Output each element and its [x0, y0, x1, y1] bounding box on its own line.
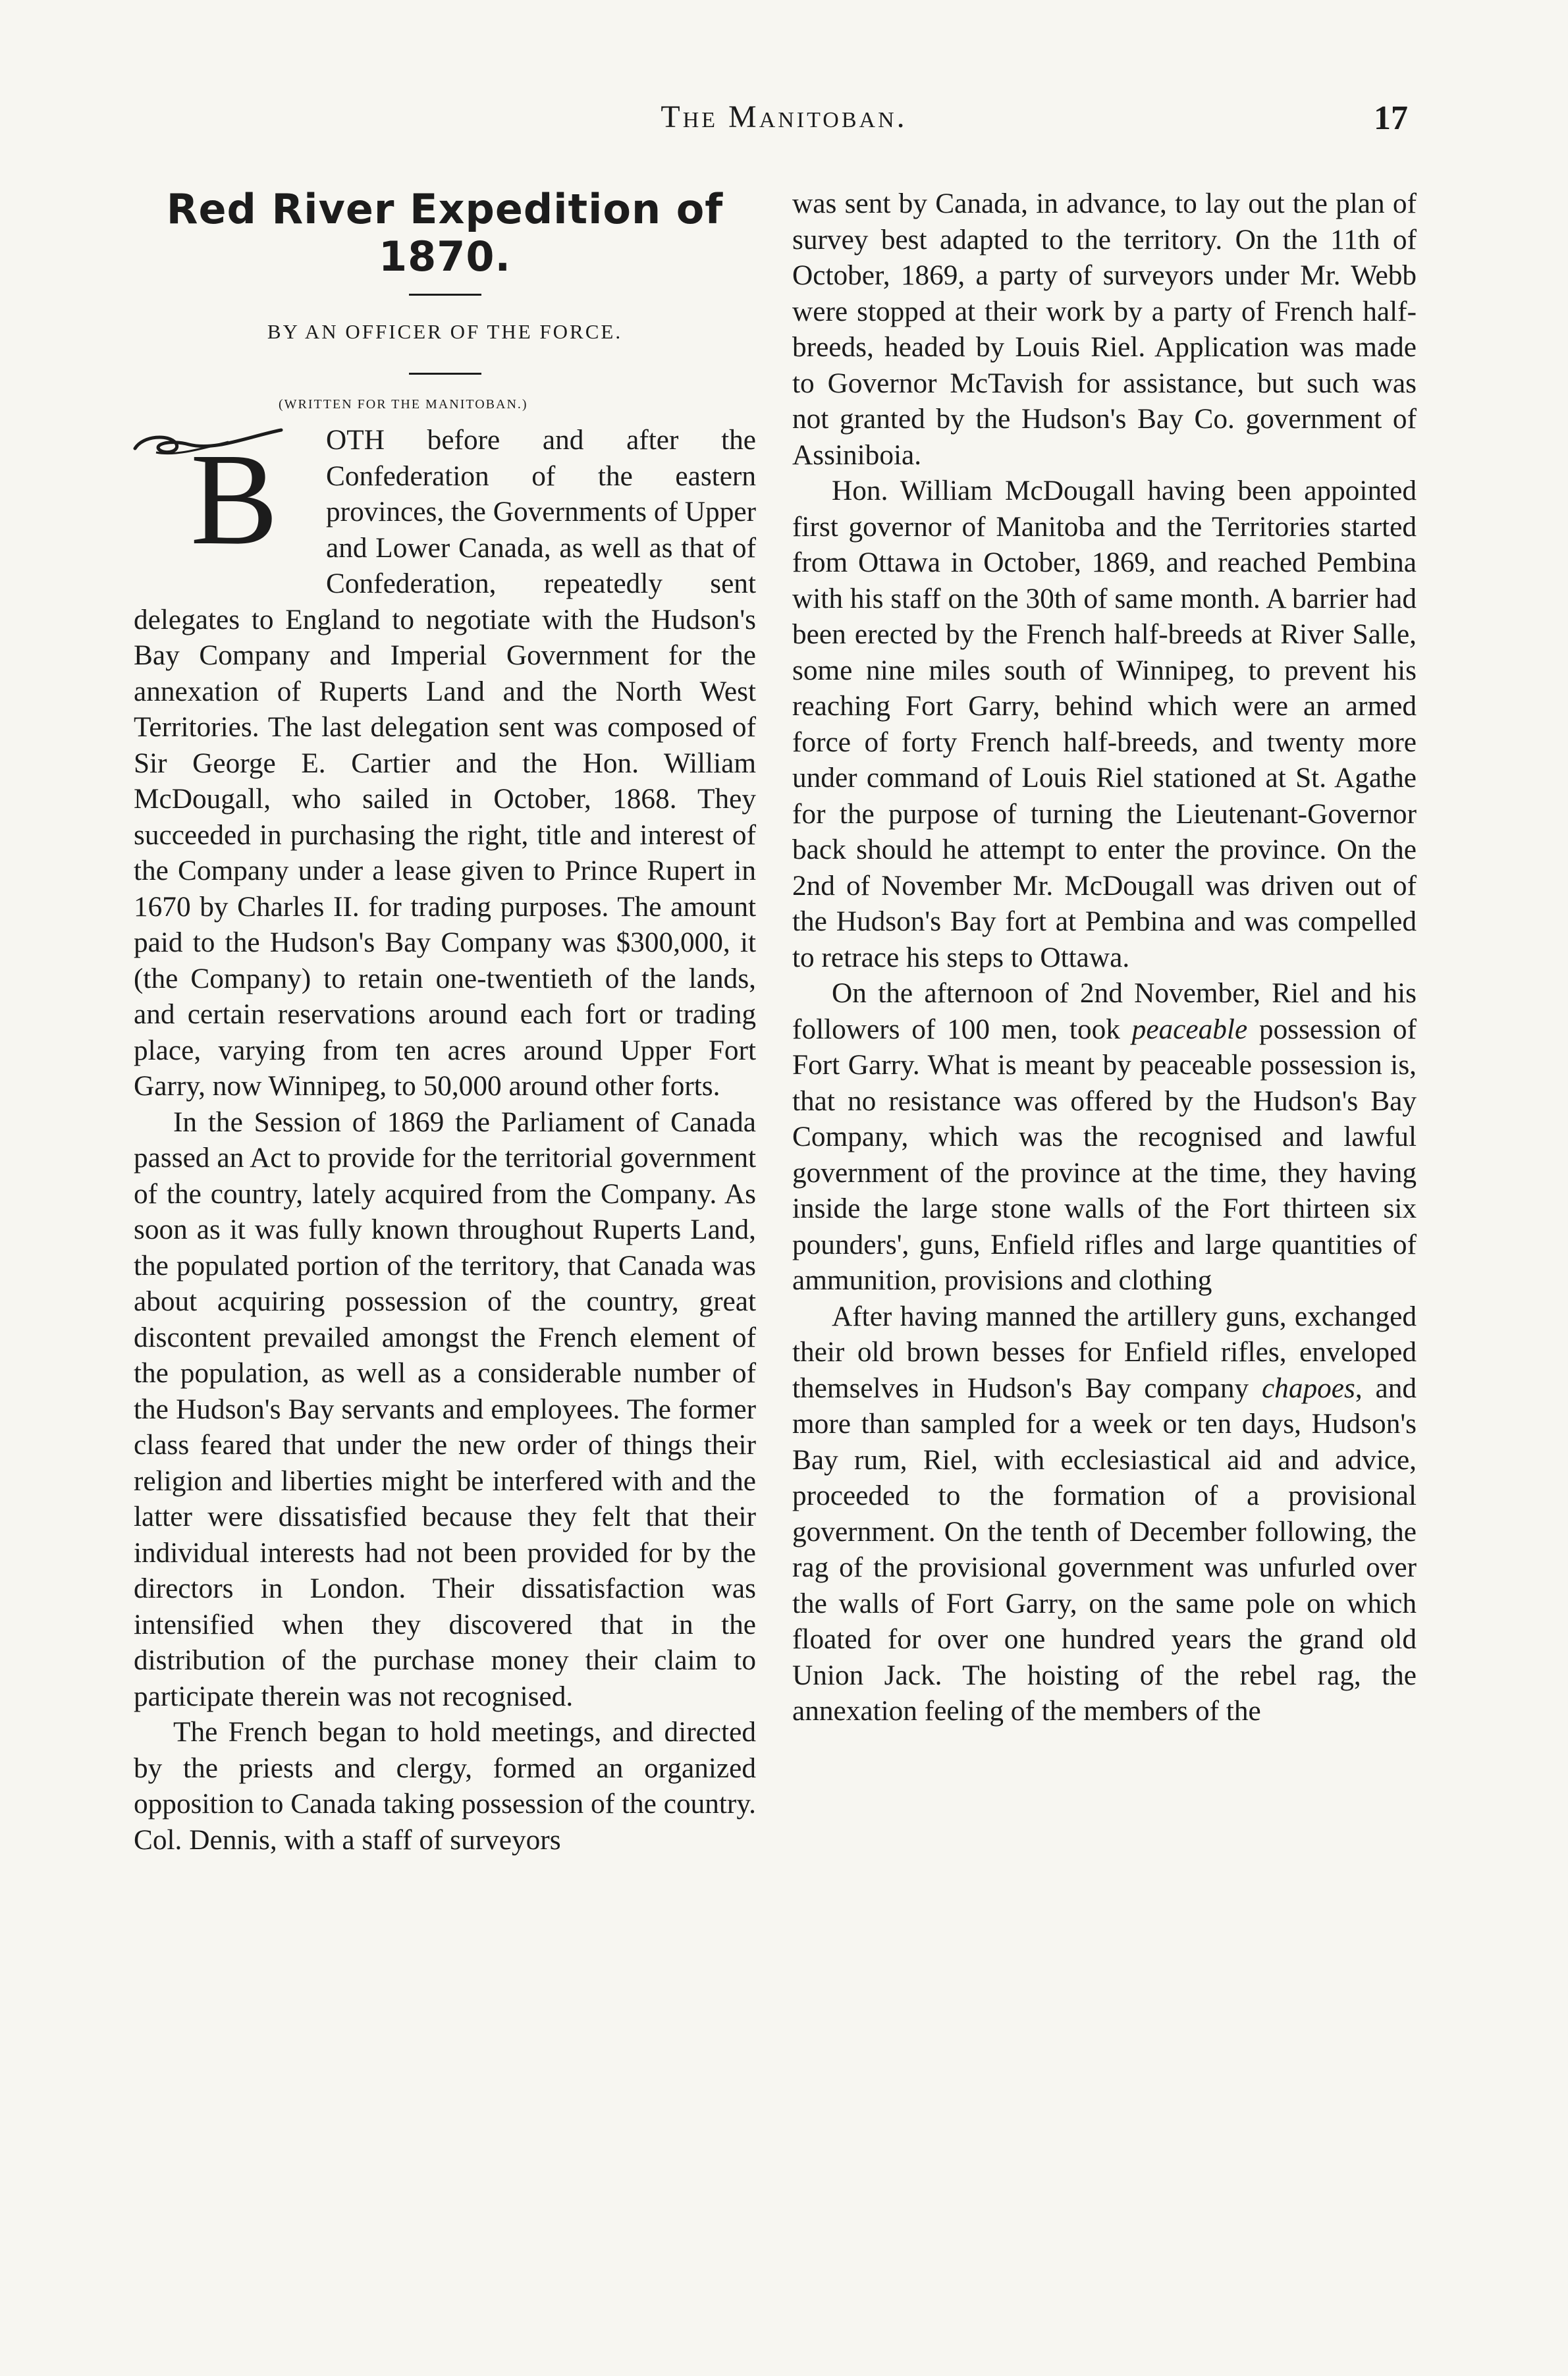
- drop-cap: [130, 422, 321, 574]
- running-head: [0, 99, 1568, 151]
- right-column: [792, 186, 1417, 1729]
- paragraph-5-part-a: On the afternoon of 2nd November, Riel and his followers of 100 men, took: [792, 977, 1417, 1045]
- paragraph-1-text: before and after the Confederation of the eastern provinces, the Governments of Upper and Lower Canada, as well as that of Confederation, repeatedly sent delegates to England to negotiate with the Hudson's Bay Company and Imperial Government for the annexation of Ruperts Land and the North West Territories. The last delegation sent was composed of Sir George E. Cartier and the Hon. William McDougall, who sailed in October, 1868. They succeeded in purchasing the right, title and interest of the Company under a lease given to Prince Rupert in 1670 by Charles II. for trading purposes. The amount paid to the Hudson's Bay Company was $300,000, it (the Company) to retain one-twentieth of the lands, and certain reservations around each fort or trading place, varying from ten acres around Upper Fort Garry, now Winnipeg, to 50,000 around other forts.: [134, 424, 756, 1102]
- paragraph-6-part-a: After having manned the artillery guns, exchanged their old brown besses for Enfield rifles, enveloped themselves in Hudson's Bay company: [792, 1300, 1417, 1404]
- paragraph-6: [792, 1299, 1417, 1729]
- byline: BY AN OFFICER OF THE FORCE.: [267, 320, 623, 343]
- paragraph-6-part-b: , and more than sampled for a week or ten days, Hudson's Bay rum, Riel, with ecclesiastical aid and advice, proceeded to the formation of a provisional government. On the tenth of December following, the rag of the provisional government was unfurled over the walls of Fort Garry, on the same pole on which floated for over one hundred years the grand old Union Jack. The hoisting of the rebel rag, the annexation feeling of the members of the: [792, 1372, 1417, 1727]
- paragraph-5-part-b: possession of Fort Garry. What is meant by peaceable possession is, that no resistance was offered by the Hudson's Bay Company, which was the recognised and lawful government of the province at the time, they having inside the large stone walls of the Fort thirteen six pounders', guns, Enfield rifles and large quantities of ammunition, provisions and clothing: [792, 1013, 1417, 1296]
- left-column: [134, 186, 756, 1858]
- drop-cap-letter: B: [190, 427, 279, 572]
- italic-chapoes: chapoes: [1261, 1372, 1355, 1404]
- paragraph-5: [792, 975, 1417, 1299]
- article-title: Red River Expedition of 1870.: [166, 185, 724, 281]
- page-number: 17: [1374, 99, 1408, 137]
- lead-word-rest: OTH: [326, 424, 385, 456]
- paragraph-4: Hon. William McDougall having been appointed first governor of Manitoba and the Territories started from Ottawa in October, 1869, and reached Pembina with his staff on the 30th of same month. A barrier had been erected by the French half-breeds at River Salle, some nine miles south of Winnipeg, to prevent his reaching Fort Garry, behind which were an armed force of forty French half-breeds, and twenty more under command of Louis Riel stationed at St. Agathe for the purpose of turning the Lieutenant-Governor back should he attempt to enter the province. On the 2nd of November Mr. McDougall was driven out of the Hudson's Bay fort at Pembina and was compelled to retrace his steps to Ottawa.: [792, 475, 1417, 973]
- title-rule: [409, 294, 481, 296]
- paragraph-2: In the Session of 1869 the Parliament of Canada passed an Act to provide for the territorial government of the country, lately acquired from the Company. As soon as it was fully known throughout Ruperts Land, the populated portion of the territory, that Canada was about acquiring possession of the country, great discontent prevailed amongst the French element of the population, as well as a considerable number of the Hudson's Bay servants and employees. The former class feared that under the new order of things their religion and liberties might be interfered with and the latter were dissatisfied because they felt that their individual interests had not been provided for by the directors in London. Their dissatisfaction was intensified when they discovered that in the distribution of the purchase money their claim to participate therein was not recognised.: [134, 1106, 756, 1712]
- journal-title: The Manitoban.: [661, 99, 907, 134]
- italic-peaceable: peaceable: [1131, 1013, 1248, 1045]
- paragraph-3-continued: was sent by Canada, in advance, to lay out the plan of survey best adapted to the territory. On the 11th of October, 1869, a party of surveyors under Mr. Webb were stopped at their work by a party of French half-breeds, headed by Louis Riel. Application was made to Governor McTavish for assistance, but such was not granted by the Hudson's Bay Co. government of Assiniboia.: [792, 188, 1417, 471]
- byline-rule: [409, 373, 481, 375]
- written-for-note: (WRITTEN FOR THE MANITOBAN.): [279, 396, 528, 412]
- paragraph-3: The French began to hold meetings, and directed by the priests and clergy, formed an organized opposition to Canada taking possession of the country. Col. Dennis, with a staff of surveyors: [134, 1716, 756, 1856]
- paragraph-1: [134, 422, 756, 1104]
